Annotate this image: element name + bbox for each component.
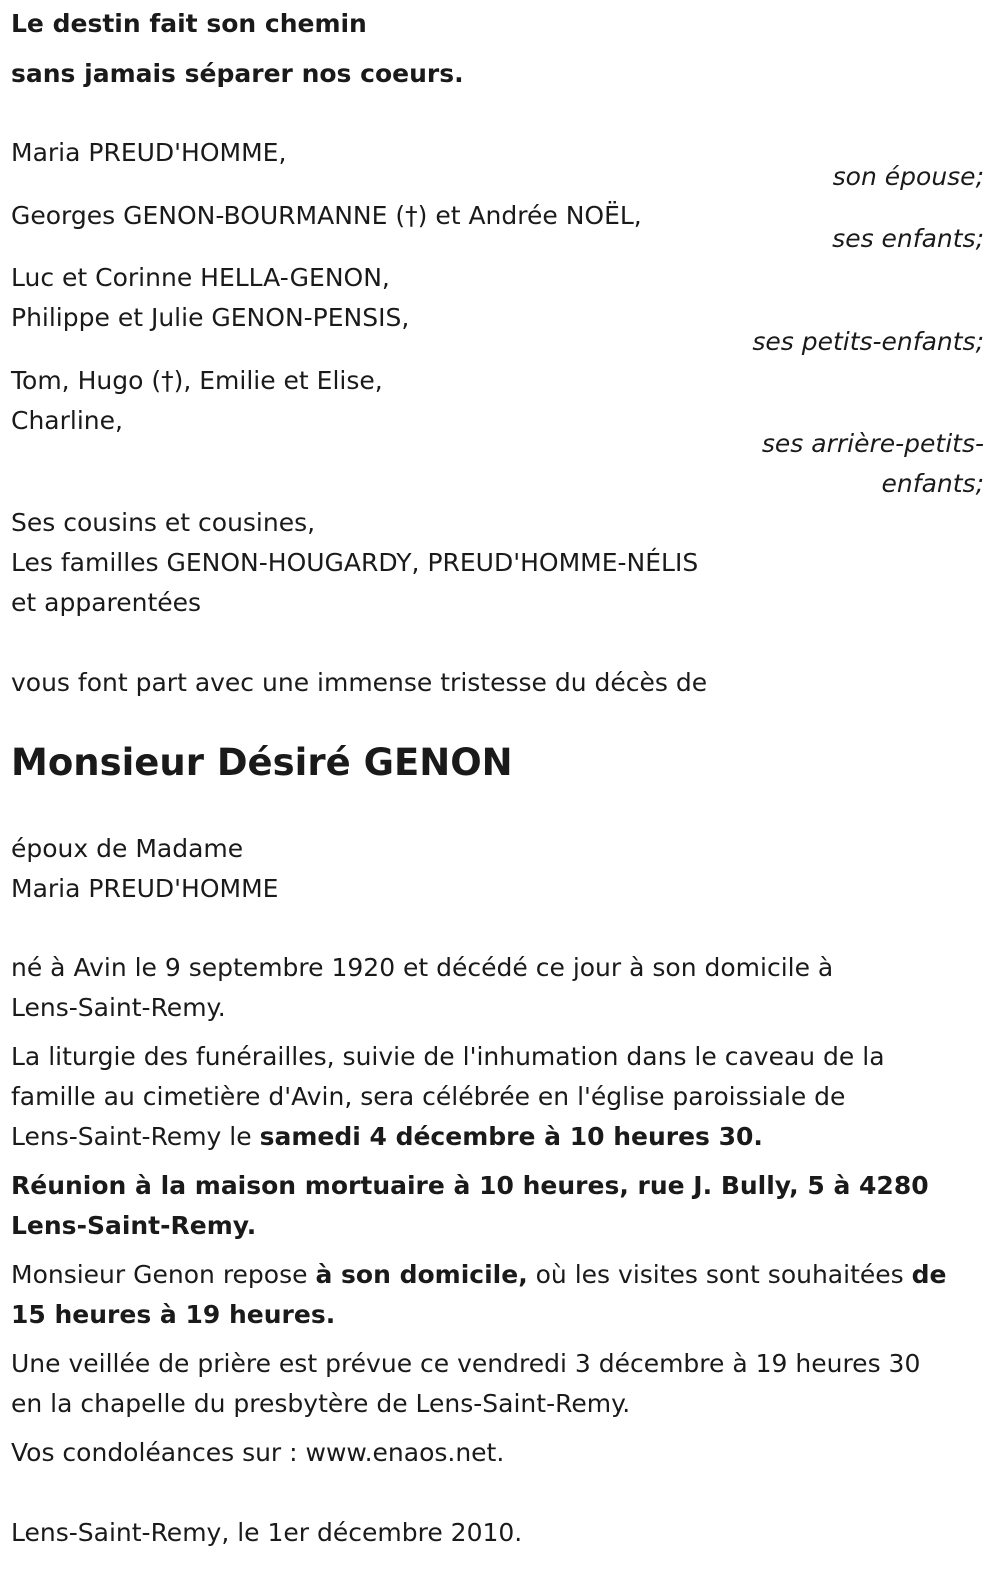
spouse-name: Maria PREUD'HOMME, (11, 138, 287, 167)
announcement: vous font part avec une immense tristesse du décès de (11, 668, 708, 697)
others-line-3: et apparentées (11, 588, 202, 617)
visits-text-a: Monsieur Genon repose (11, 1260, 316, 1289)
grandchildren-role: ses petits-enfants; (752, 327, 984, 356)
vigil-line-1: Une veillée de prière est prévue ce vendredi 3 décembre à 19 heures 30 (11, 1349, 921, 1378)
great-grandchildren-line-1: Tom, Hugo (†), Emilie et Elise, (11, 366, 383, 395)
condolences: Vos condoléances sur : www.enaos.net. (11, 1438, 505, 1467)
liturgy-line-2: famille au cimetière d'Avin, sera célébrée en l'église paroissiale de (11, 1082, 846, 1111)
liturgy-date: samedi 4 décembre à 10 heures 30. (259, 1122, 763, 1151)
meeting-line-2: Lens-Saint-Remy. (11, 1211, 257, 1240)
visits-hours: 15 heures à 19 heures. (11, 1300, 336, 1329)
spouse-role: son épouse; (832, 162, 984, 191)
motto-line-1: Le destin fait son chemin (11, 9, 367, 38)
deceased-name: Monsieur Désiré GENON (11, 741, 513, 784)
vigil-line-2: en la chapelle du presbytère de Lens-Saint-Remy. (11, 1389, 631, 1418)
meeting-line-1: Réunion à la maison mortuaire à 10 heures, rue J. Bully, 5 à 4280 (11, 1171, 929, 1200)
motto-line-2: sans jamais séparer nos coeurs. (11, 59, 464, 88)
birth-line-2: Lens-Saint-Remy. (11, 993, 226, 1022)
visits-from: de (911, 1260, 947, 1289)
birth-line-1: né à Avin le 9 septembre 1920 et décédé ce jour à son domicile à (11, 953, 834, 982)
grandchildren-line-1: Luc et Corinne HELLA-GENON, (11, 263, 390, 292)
visits-line-1 (11, 1255, 946, 1295)
visits-text-c: où les visites sont souhaitées (527, 1260, 912, 1289)
spouse-of-line-1: époux de Madame (11, 834, 244, 863)
great-grandchildren-line-2: Charline, (11, 406, 123, 435)
liturgy-line-3 (11, 1117, 763, 1157)
others-line-2: Les familles GENON-HOUGARDY, PREUD'HOMME-NÉLIS (11, 548, 699, 577)
grandchildren-line-2: Philippe et Julie GENON-PENSIS, (11, 303, 410, 332)
children-role: ses enfants; (832, 224, 984, 253)
great-grandchildren-role-line-1: ses arrière-petits- (761, 429, 984, 458)
liturgy-location: Lens-Saint-Remy le (11, 1122, 260, 1151)
visits-location: à son domicile, (315, 1260, 528, 1289)
others-line-1: Ses cousins et cousines, (11, 508, 316, 537)
liturgy-line-1: La liturgie des funérailles, suivie de l'inhumation dans le caveau de la (11, 1042, 885, 1071)
spouse-of-line-2: Maria PREUD'HOMME (11, 874, 279, 903)
place-date: Lens-Saint-Remy, le 1er décembre 2010. (11, 1518, 523, 1547)
great-grandchildren-role-line-2: enfants; (881, 469, 984, 498)
children-names: Georges GENON-BOURMANNE (†) et Andrée NOËL, (11, 201, 642, 230)
